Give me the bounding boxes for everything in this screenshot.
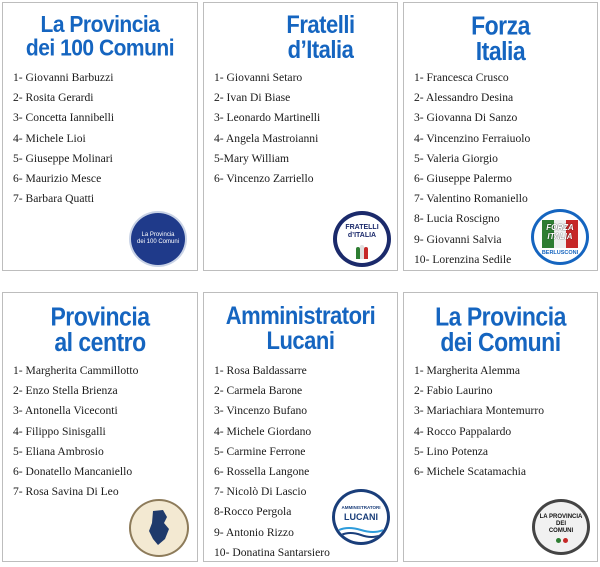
logo-text-line: La Provincia [141,232,175,238]
list-item: 1- Margherita Cammillotto [13,364,139,377]
list-card-forza-italia [403,2,598,271]
logo-text-line: dei 100 Comuni [136,239,180,245]
list-item: 4- Michele Giordano [214,424,312,438]
fratelli-ditalia-logo [333,211,391,267]
list-item: 2- Alessandro Desina [414,91,514,105]
flame-icon [356,245,368,259]
card-title [404,10,597,66]
card-title [204,301,397,355]
logo-text-line: AMMINISTRATORI [341,505,381,510]
card-title-line: Provincia [50,301,150,331]
list-item: 7- Barbara Quatti [13,192,95,206]
list-item: 9- Antonio Rizzo [214,525,294,539]
list-item: 6- Giuseppe Palermo [414,171,512,185]
card-title-line: Amministratori [225,301,376,330]
list-item: 3- Leonardo Martinelli [214,111,321,125]
logo-text-line: FRATELLI [345,224,379,231]
list-item: 8- Lucia Roscigno [414,212,500,226]
logo-text-line: LA PROVINCIA [539,514,583,520]
card-title [3,301,197,357]
list-item: 7- Nicolò Di Lascio [214,485,307,499]
list-item: 3- Mariachiara Montemurro [414,404,545,418]
card-title-line: Fratelli [286,10,355,39]
candidate-list [13,68,114,209]
card-title-line: d’Italia [287,35,354,64]
list-item: 3- Concetta Iannibelli [13,111,115,125]
list-item: 6- Michele Scatamachia [414,464,527,478]
list-item: 8-Rocco Pergola [214,505,292,519]
list-item: 4- Michele Lioi [13,131,86,145]
la-provincia-dei-comuni-logo [532,499,590,555]
provincia-al-centro-logo [129,499,189,557]
provincia-100-comuni-logo [129,211,187,267]
list-item: 5- Eliana Ambrosio [13,444,104,458]
card-title-line: La Provincia [40,11,160,38]
list-item: 1- Francesca Crusco [414,71,509,84]
region-map-icon [131,501,187,555]
list-item: 10- Donatina Santarsiero [214,545,330,559]
list-item: 2- Carmela Barone [214,384,303,398]
list-card-provincia-al-centro [2,292,198,562]
list-item: 7- Valentino Romaniello [414,192,528,206]
logo-text-line: BERLUSCONI [541,250,579,256]
card-title [244,10,397,64]
list-item: 1- Margherita Alemma [414,364,521,377]
card-title-line: La Provincia [435,301,566,331]
candidate-list [414,68,530,270]
list-item: 2- Fabio Laurino [414,384,493,398]
list-item: 1- Giovanni Setaro [214,71,303,84]
list-item: 5- Giuseppe Molinari [13,151,113,165]
card-title-line: Forza [471,10,530,40]
dots-icon [556,538,568,543]
list-item: 4- Vincenzino Ferraiuolo [414,131,531,145]
list-item: 5- Lino Potenza [414,444,489,458]
list-item: 2- Ivan Di Biase [214,91,291,105]
list-item: 5-Mary William [214,151,289,165]
list-card-amministratori-lucani [203,292,398,562]
list-item: 3- Antonella Viceconti [13,404,118,418]
logo-text-line: d’ITALIA [347,232,377,239]
candidate-list [214,361,330,563]
logo-text-line: ITALIA [547,232,573,241]
card-title-line: dei Comuni [440,327,561,357]
logo-text-line: FORZA [546,223,574,232]
list-item: 4- Rocco Pappalardo [414,424,512,438]
list-item: 6- Maurizio Mesce [13,171,102,185]
list-item: 5- Carmine Ferrone [214,444,306,458]
list-item: 2- Rosita Gerardi [13,91,94,105]
list-item: 10- Lorenzina Sedile [414,252,512,266]
list-item: 6- Rossella Langone [214,464,310,478]
list-item: 3- Giovanna Di Sanzo [414,111,518,125]
list-item: 1- Rosa Baldassarre [214,364,307,377]
list-item: 9- Giovanni Salvia [414,232,502,246]
logo-text-line: DEI [555,521,566,527]
candidate-list [414,361,544,482]
card-title [3,13,197,60]
wave-icon [335,526,387,540]
list-item: 2- Enzo Stella Brienza [13,384,118,398]
amministratori-lucani-logo [332,489,390,545]
list-item: 6- Vincenzo Zarriello [214,171,314,185]
list-item: 4- Filippo Sinisgalli [13,424,106,438]
forza-italia-logo [531,209,589,265]
list-card-provincia-dei-comuni [403,292,598,562]
list-item: 6- Donatello Mancaniello [13,464,133,478]
list-item: 3- Vincenzo Bufano [214,404,308,418]
list-item: 5- Valeria Giorgio [414,151,498,165]
logo-text-line: LUCANI [344,512,378,522]
list-card-provincia-100-comuni [2,2,198,271]
list-item: 1- Giovanni Barbuzzi [13,71,114,84]
card-title-line: al centro [54,327,146,357]
card-title-line: Lucani [266,326,335,355]
candidate-list [214,68,320,189]
logo-text-line: COMUNI [548,528,574,534]
card-title-line: dei 100 Comuni [25,35,175,62]
list-item: 7- Rosa Savina Di Leo [13,485,119,499]
list-card-fratelli-ditalia [203,2,398,271]
list-item: 4- Angela Mastroianni [214,131,319,145]
card-title-line: Italia [475,36,526,66]
candidate-list [13,361,138,502]
card-title [404,301,597,357]
